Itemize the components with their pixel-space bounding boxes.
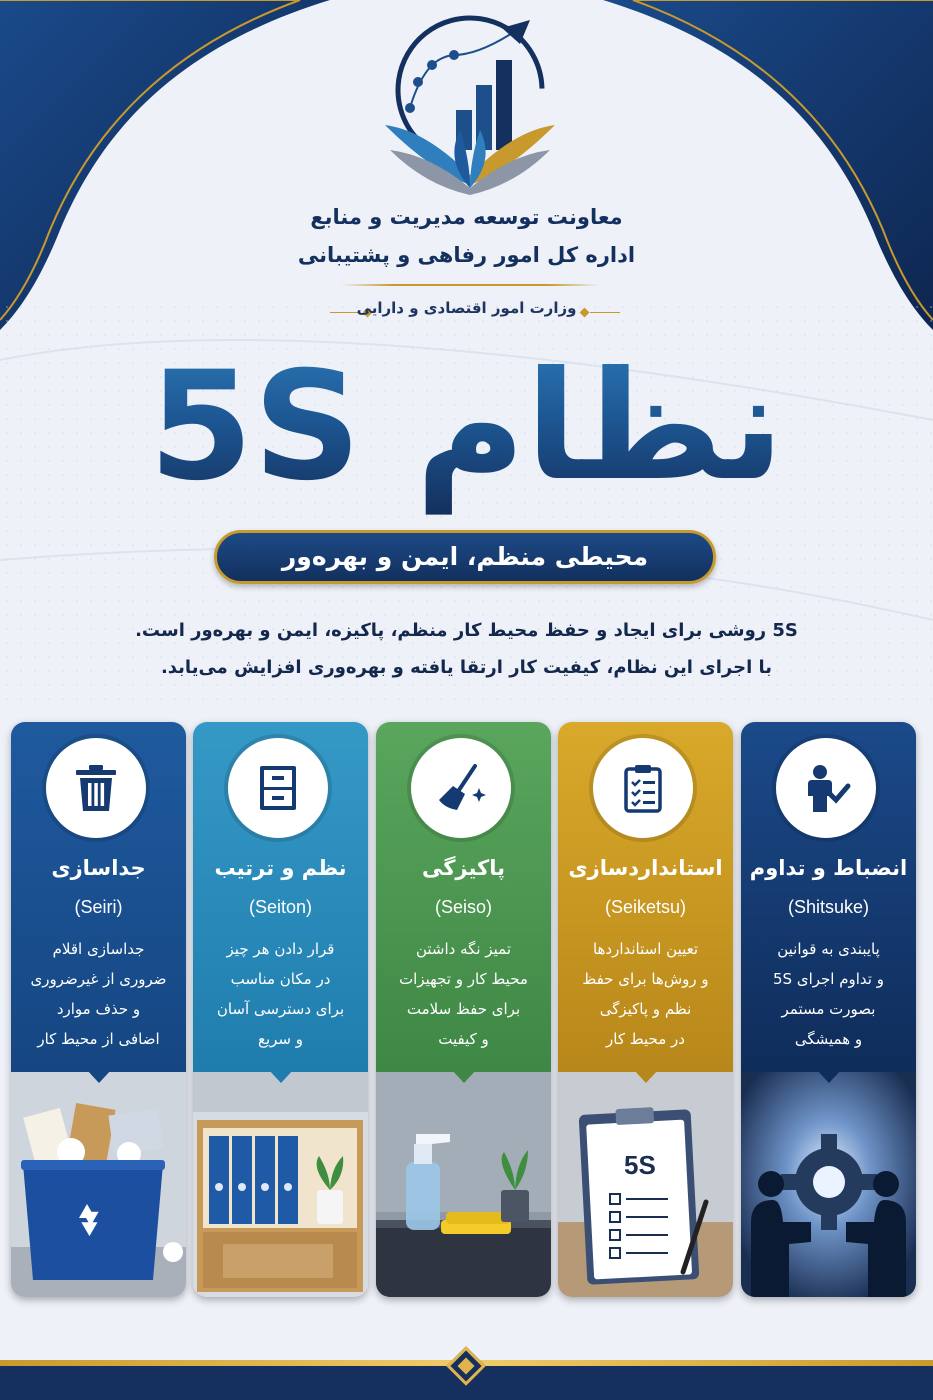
page-title: نظام 5S [0,340,933,515]
desc-line: و تداوم اجرای 5S [773,970,884,988]
card-seiri [11,722,186,1297]
desc-line: نظم و پاکیزگی [599,1000,692,1018]
card-pointer [451,1069,477,1083]
desc-line: و همیشگی [794,1030,863,1048]
card-pointer [633,1069,659,1083]
card-title: استانداردسازی [568,856,723,880]
person-check-icon [800,762,852,814]
card-title: پاکیزگی [421,856,506,880]
card-shitsuke [741,722,916,1297]
desc-line: و سریع [257,1030,303,1048]
clipboard-label: 5S [624,1150,656,1180]
card-subtitle: (Seiketsu) [604,897,687,917]
card-seiso [376,722,551,1297]
desc-line: پایبندی به قوانین [777,940,880,958]
desc-line: تعیین استانداردها [592,940,699,958]
org-line-1: معاونت توسعه مدیریت و منابع [310,205,623,229]
org-line-2: اداره کل امور رفاهی و پشتیبانی [297,243,636,267]
card-subtitle: (Seiri) [74,897,123,917]
card-title: جداسازی [51,856,146,880]
icon-circle [593,738,693,838]
desc-line: و روش‌ها برای حفظ [582,970,709,988]
card-description [566,934,725,1054]
desc-line: قرار دادن هر چیز [226,940,335,958]
card-pointer [268,1069,294,1083]
icon-circle [46,738,146,838]
card-subtitle: (Seiton) [248,897,313,917]
desc-line: اضافی از محیط کار [37,1030,160,1048]
tagline-banner: محیطی منظم، ایمن و بهره‌ور [214,530,716,584]
card-seiketsu [558,722,733,1297]
card-seiton [193,722,368,1297]
desc-line: و حذف موارد [56,1000,141,1018]
icon-circle [228,738,328,838]
icon-circle [776,738,876,838]
clipboard-photo [558,1072,733,1297]
card-title: انضباط و تداوم [749,856,908,880]
cabinet-icon [252,762,304,814]
cleaning-photo [376,1072,551,1297]
description-line-1: 5S روشی برای ایجاد و حفظ محیط کار منظم، پاکیزه، ایمن و بهره‌ور است. [135,620,798,641]
broom-icon [435,762,487,814]
card-subtitle: (Seiso) [434,897,492,917]
desc-line: ضروری از غیرضروری [30,970,167,988]
description-line-2: با اجرای این نظام، کیفیت کار ارتقا یافته و بهره‌وری افزایش می‌یابد. [160,657,773,678]
desc-line: برای حفظ سلامت [406,1000,521,1018]
card-description [749,934,908,1054]
desc-line: و کیفیت [438,1030,489,1048]
card-subtitle: (Shitsuke) [787,897,870,917]
trash-bin-icon [70,762,122,814]
desc-line: در محیط کار [606,1030,685,1048]
teamwork-gear-photo [741,1072,916,1297]
desc-line: بصورت مستمر [781,1000,876,1018]
logo-icon [370,10,570,200]
icon-circle [411,738,511,838]
card-pointer [816,1069,842,1083]
divider [340,284,600,286]
card-description [201,934,360,1054]
desc-line: جداسازی اقلام [52,940,145,958]
clipboard-checklist-icon [617,762,669,814]
card-description [19,934,178,1054]
desc-line: محیط کار و تجهیزات [399,970,528,988]
recycle-bin-photo [11,1072,186,1297]
card-pointer [86,1069,112,1083]
ministry-name: وزارت امور اقتصادی و دارایی [356,299,577,317]
desc-line: برای دسترسی آسان [216,1000,345,1018]
card-description [384,934,543,1054]
desc-line: در مکان مناسب [230,970,331,988]
shelf-photo [193,1072,368,1297]
desc-line: تمیز نگه داشتن [415,940,512,958]
card-title: نظم و ترتیب [214,856,347,880]
